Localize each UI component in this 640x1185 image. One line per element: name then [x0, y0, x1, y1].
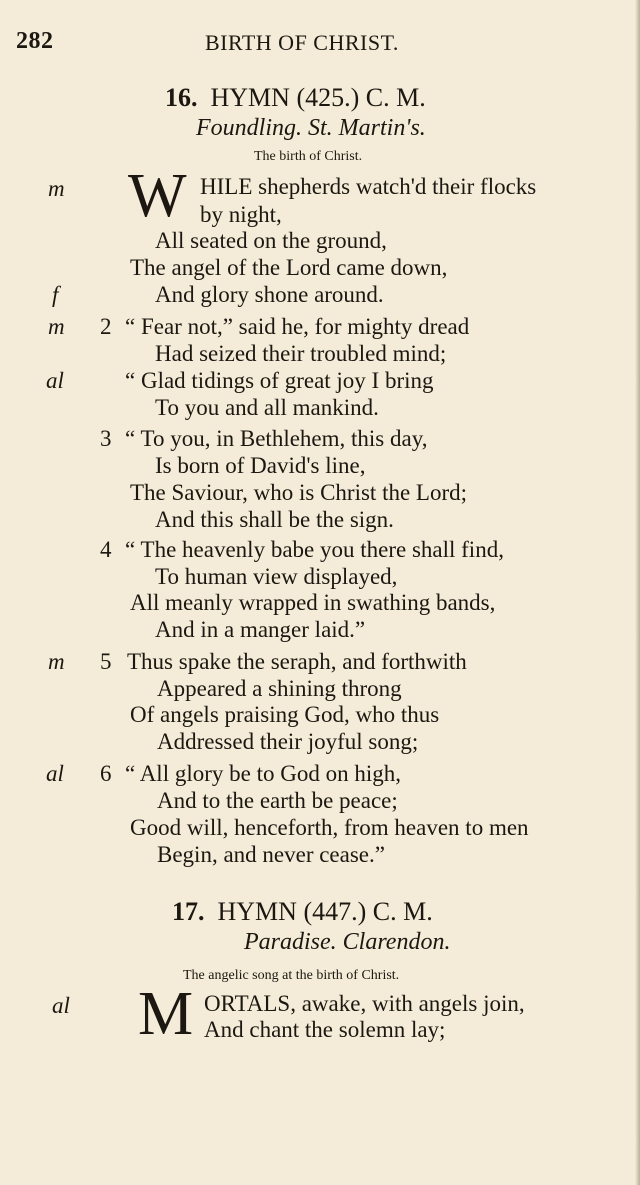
verse-line: And to the earth be peace;: [157, 788, 398, 813]
verse-line: And chant the solemn lay;: [204, 1017, 446, 1042]
page-edge-shadow: [635, 0, 640, 1185]
verse-line: And in a manger laid.”: [155, 617, 366, 642]
dynamic-mark: f: [52, 282, 59, 307]
verse-number: 5: [100, 649, 112, 674]
verse-line: The Saviour, who is Christ the Lord;: [130, 480, 468, 505]
verse-line: ORTALS, awake, with angels join,: [204, 991, 525, 1016]
dynamic-mark: m: [48, 314, 65, 339]
dynamic-mark: m: [48, 649, 65, 674]
verse-line: And glory shone around.: [155, 282, 384, 307]
dynamic-mark: al: [46, 761, 64, 786]
drop-cap: M: [138, 980, 194, 1048]
verse-line: HILE shepherds watch'd their flocks: [200, 174, 537, 199]
dynamic-mark: al: [52, 993, 70, 1018]
hymn-16-heading: [165, 83, 426, 113]
verse-line: “ To you, in Bethlehem, this day,: [125, 426, 428, 451]
verse-line: “ Fear not,” said he, for mighty dread: [125, 314, 470, 339]
hymn-17-number: 17.: [172, 897, 205, 926]
verse-line: Had seized their troubled mind;: [155, 341, 447, 366]
verse-number: 4: [100, 537, 112, 562]
verse-line: Appeared a shining throng: [157, 676, 402, 701]
verse-line: All meanly wrapped in swathing bands,: [130, 590, 496, 615]
hymn-16-subject: The birth of Christ.: [254, 149, 363, 164]
hymn-16-number: 16.: [165, 83, 198, 112]
dynamic-mark: al: [46, 368, 64, 393]
hymn-17-heading: [172, 897, 433, 927]
verse-line: And this shall be the sign.: [155, 507, 394, 532]
verse-line: Of angels praising God, who thus: [130, 702, 440, 727]
dynamic-mark: m: [48, 176, 65, 201]
hymn-16-tunes: Foundling. St. Martin's.: [196, 115, 426, 141]
verse-line: “ All glory be to God on high,: [125, 761, 401, 786]
verse-line: Begin, and never cease.”: [157, 842, 385, 867]
verse-number: 2: [100, 314, 112, 339]
hymn-17-tunes: Paradise. Clarendon.: [244, 929, 451, 955]
verse-line: To human view displayed,: [155, 564, 398, 589]
verse-line: “ Glad tidings of great joy I bring: [125, 368, 434, 393]
verse-number: 3: [100, 426, 112, 451]
verse-line: by night,: [200, 202, 282, 227]
verse-line: “ The heavenly babe you there shall find,: [125, 537, 504, 562]
verse-line: Is born of David's line,: [155, 453, 366, 478]
hymn-17-title: HYMN (447.) C. M.: [217, 897, 433, 926]
verse-line: All seated on the ground,: [155, 228, 387, 253]
verse-number: 6: [100, 761, 112, 786]
verse-line: To you and all mankind.: [155, 395, 379, 420]
hymn-17-subject: The angelic song at the birth of Christ.: [183, 968, 400, 983]
hymn-16-title: HYMN (425.) C. M.: [210, 83, 426, 112]
verse-line: Addressed their joyful song;: [157, 729, 419, 754]
page-number: 282: [16, 28, 54, 54]
verse-line: Good will, henceforth, from heaven to men: [130, 815, 529, 840]
verse-line: Thus spake the seraph, and forthwith: [127, 649, 467, 674]
running-title: BIRTH OF CHRIST.: [205, 30, 399, 55]
drop-cap: W: [128, 162, 187, 230]
verse-line: The angel of the Lord came down,: [130, 255, 448, 280]
